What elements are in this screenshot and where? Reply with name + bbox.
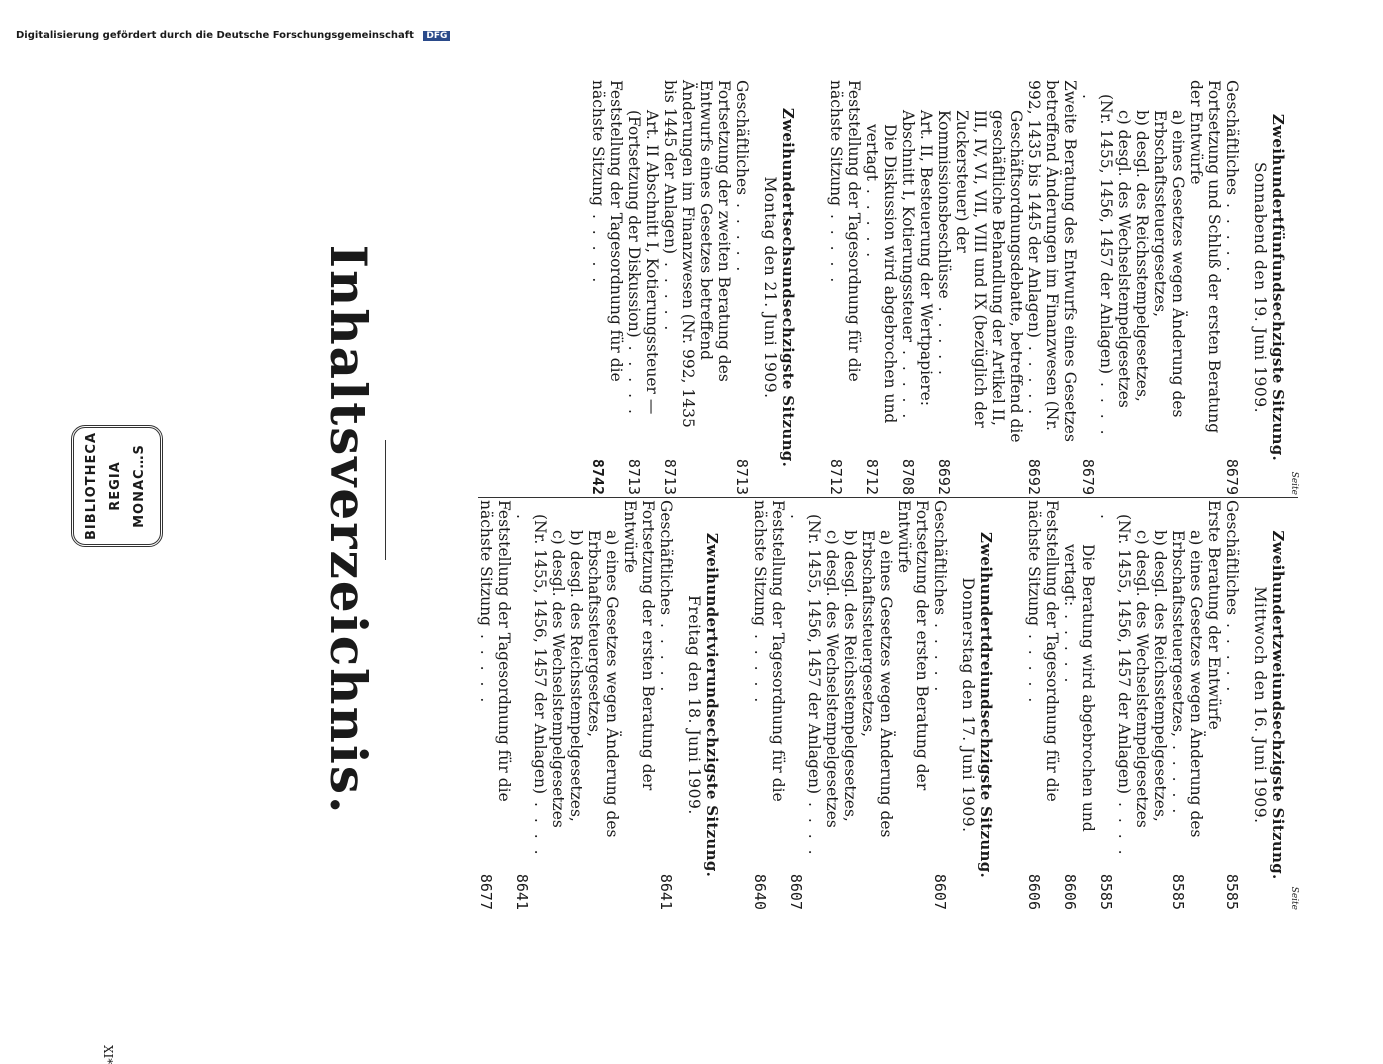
toc-entry xyxy=(1079,80,1115,495)
page-number: 8585 xyxy=(1097,873,1115,910)
toc-entry-text: (Nr. 1455, 1456, 1457 der Anlagen) xyxy=(1115,514,1133,795)
toc-entry-text: c) desgl. des Wechselstempelgesetzes xyxy=(1115,110,1133,408)
page-title: Inhaltsverzeichnis. xyxy=(319,244,378,816)
seite-header: Seite xyxy=(1289,886,1299,910)
leader-dots: . . . . . xyxy=(477,626,495,706)
leader-dots: . . . . . xyxy=(863,180,881,261)
toc-entry-text: Feststellung der Tagesordnung für die nächste Sitzung xyxy=(1025,500,1061,802)
toc-entry-text: Erste Beratung der Entwürfe xyxy=(1205,500,1223,730)
page-number: 8692 xyxy=(935,458,953,495)
toc-entry xyxy=(899,80,917,495)
toc-entry-text: Geschäftliches xyxy=(1223,500,1241,616)
leader-dots: . . . . . xyxy=(589,206,607,286)
toc-entry-text: c) desgl. des Wechselstempelgesetzes xyxy=(1133,530,1151,828)
toc-entry xyxy=(1151,80,1187,495)
toc-entry xyxy=(1151,500,1169,910)
toc-entry xyxy=(895,500,931,910)
toc-entry xyxy=(585,500,621,910)
library-stamp xyxy=(71,425,163,547)
session-section xyxy=(1025,500,1287,910)
page-number: 8606 xyxy=(1061,873,1079,910)
toc-entry xyxy=(1223,80,1241,495)
toc-entry xyxy=(1223,500,1241,910)
page-number: 8713 xyxy=(625,458,643,495)
session-title: Zweihundertfünfundsechzigste Sitzung. xyxy=(1269,113,1287,462)
toc-entry-text: (Nr. 1455, 1456, 1457 der Anlagen) xyxy=(805,514,823,795)
toc-entry xyxy=(1115,80,1133,495)
page-number: 8692 xyxy=(1025,458,1043,495)
session-date: Donnerstag den 17. Juni 1909. xyxy=(959,577,977,833)
session-title: Zweihundertsechsundsechzigste Sitzung. xyxy=(779,107,797,468)
toc-entry-text: Feststellung der Tagesordnung für die nächste Sitzung xyxy=(827,80,863,382)
page-number: 8585 xyxy=(1169,873,1187,910)
leader-dots: . . . . . xyxy=(1223,195,1241,275)
toc-entry xyxy=(931,500,949,910)
toc-entry-text: Geschäftliches xyxy=(931,500,949,616)
toc-entry-text: b) desgl. des Reichsstempelgesetzes, xyxy=(1151,530,1169,822)
leader-dots: . . . . . xyxy=(513,514,549,858)
toc-entry-text: Geschäftliches xyxy=(733,80,751,196)
toc-entry-text: (Nr. 1455, 1456, 1457 der Anlagen) xyxy=(1097,94,1115,375)
page-number: 8742 xyxy=(589,458,607,495)
leader-dots: . . . . . xyxy=(1025,626,1043,706)
toc-entry-text: a) eines Gesetzes wegen Änderung des Erbschaftssteuergesetzes, xyxy=(859,530,895,838)
toc-entry xyxy=(863,80,899,495)
toc-entry-text: Geschäftliches xyxy=(657,500,675,616)
toc-entry xyxy=(859,500,895,910)
stamp-line: REGIA xyxy=(108,461,123,511)
toc-entry xyxy=(661,80,733,495)
toc-entry xyxy=(733,80,751,495)
toc-column-right xyxy=(559,80,1303,495)
toc-entry-text: c) desgl. des Wechselstempelgesetzes xyxy=(823,530,841,828)
page-number: 8607 xyxy=(931,873,949,910)
toc-entry xyxy=(1133,80,1151,495)
toc-entry-text: Abschnitt I, Kotierungssteuer xyxy=(899,110,917,343)
title-rule xyxy=(385,440,386,560)
session-title: Zweihundertdreiundsechzigste Sitzung. xyxy=(977,531,995,879)
toc-entry xyxy=(513,500,549,910)
toc-entry xyxy=(787,500,823,910)
page-number: 8607 xyxy=(787,873,805,910)
page-number: 8712 xyxy=(863,458,881,495)
signature-mark: XI* xyxy=(101,1045,115,1064)
toc-entry xyxy=(841,500,859,910)
toc-entry-text: Art. II Abschnitt I, Kotierungssteuer — (Fortsetzung der Diskussion) xyxy=(625,110,661,415)
toc-entry xyxy=(823,500,841,910)
toc-entry xyxy=(621,500,657,910)
toc-entry-text: a) eines Gesetzes wegen Änderung des Erbschaftssteuergesetzes, xyxy=(585,530,621,838)
session-date: Sonnabend den 19. Juni 1909. xyxy=(1251,161,1269,414)
leader-dots: . . . . . xyxy=(787,514,823,858)
page-number: 8640 xyxy=(751,873,769,910)
toc-entry xyxy=(1097,500,1133,910)
leader-dots: . . . . . xyxy=(827,206,845,286)
page-number: 8679 xyxy=(1079,458,1097,495)
stamp-line: MONAC…S xyxy=(132,444,147,528)
toc-entry-text: Fortsetzung der ersten Beratung der Entwürfe xyxy=(895,500,931,791)
toc-entry xyxy=(751,500,787,910)
leader-dots: . . . . . xyxy=(625,337,643,417)
toc-entry xyxy=(589,80,625,495)
page-number: 8679 xyxy=(1223,458,1241,495)
toc-entry xyxy=(917,80,935,495)
stamp-line: BIBLIOTHECA xyxy=(84,431,99,541)
toc-entry-text: Geschäftliches xyxy=(1223,80,1241,196)
session-date: Montag den 21. Juni 1909. xyxy=(761,176,779,399)
toc-entry-text: Zweite Beratung des Entwurfs eines Gesetzes betreffend Änderungen im Finanzwesen (Nr. 992, 1435 bis 1445 der Anlagen) xyxy=(1025,80,1079,442)
leader-dots: . . . . . xyxy=(751,626,769,706)
dfg-logo: DFG xyxy=(423,31,450,41)
toc-entry-text: a) eines Gesetzes wegen Änderung des Erbschaftssteuergesetzes, xyxy=(1169,530,1205,838)
toc-entry-text: Feststellung der Tagesordnung für die nächste Sitzung xyxy=(477,500,513,802)
toc-entry xyxy=(1025,500,1061,910)
toc-column-left xyxy=(447,500,1303,910)
toc-entry-text: Die Diskussion wird abgebrochen und vertagt xyxy=(863,124,899,424)
session-date: Mittwoch den 16. Juni 1909. xyxy=(1251,586,1269,824)
leader-dots: . . . . . xyxy=(661,254,679,334)
toc-entry xyxy=(625,80,661,495)
toc-entry xyxy=(1187,80,1223,495)
leader-dots: . . . . . xyxy=(935,298,953,378)
column-divider xyxy=(478,497,1298,498)
toc-entry xyxy=(477,500,513,910)
toc-entry xyxy=(657,500,675,910)
toc-entry xyxy=(935,80,1025,495)
toc-entry-text: Feststellung der Tagesordnung für die nächste Sitzung xyxy=(589,80,625,382)
page-number: 8606 xyxy=(1025,873,1043,910)
page-number: 8713 xyxy=(661,458,679,495)
session-section xyxy=(477,500,721,910)
toc-entry-text: Geschäftsordnungsdebatte, betreffend die geschäftliche Behandlung der Artikel II, III, IV, VI, VII, VIII und IX (bezüglich der Zuckersteuer) der Kommissionsbeschlüsse xyxy=(935,110,1025,443)
toc-entry-text: a) eines Gesetzes wegen Änderung des Erbschaftssteuergesetzes, xyxy=(1151,110,1187,418)
toc-entry-text: c) desgl. des Wechselstempelgesetzes xyxy=(549,530,567,828)
toc-entry-text: Feststellung der Tagesordnung für die nächste Sitzung xyxy=(751,500,787,802)
session-section xyxy=(827,80,1287,495)
page-number: 8708 xyxy=(899,458,917,495)
leader-dots: . . . . . xyxy=(657,615,675,695)
page-number: 8712 xyxy=(827,458,845,495)
digitization-text: Digitalisierung gefördert durch die Deutsche Forschungsgemeinschaft xyxy=(16,30,414,41)
session-date: Freitag den 18. Juni 1909. xyxy=(685,595,703,815)
leader-dots: . . . . . xyxy=(733,195,751,275)
session-section xyxy=(589,80,797,495)
toc-entry-text: b) desgl. des Reichsstempelgesetzes, xyxy=(1133,110,1151,402)
page-number: 8641 xyxy=(513,873,531,910)
leader-dots: . . . . . xyxy=(1025,337,1043,418)
session-title: Zweihundertvierundsechzigste Sitzung. xyxy=(703,532,721,878)
leader-dots: . . . . . xyxy=(1061,606,1079,686)
leader-dots: . . . . . xyxy=(1169,737,1187,817)
toc-entry xyxy=(827,80,863,495)
toc-entry-text: b) desgl. des Reichsstempelgesetzes, xyxy=(841,530,859,822)
toc-entry-text: Fortsetzung und Schluß der ersten Beratung der Entwürfe xyxy=(1187,80,1223,434)
leader-dots: . . . . . xyxy=(1079,94,1115,438)
toc-entry xyxy=(1169,500,1205,910)
toc-entry-text: Die Beratung wird abgebrochen und vertagt: xyxy=(1061,544,1097,832)
leader-dots: . . . . . xyxy=(1097,514,1133,858)
seite-header: Seite xyxy=(1289,471,1299,495)
toc-entry xyxy=(1133,500,1151,910)
toc-entry xyxy=(549,500,567,910)
toc-entry-text: Fortsetzung der ersten Beratung der Entwürfe xyxy=(621,500,657,791)
page-number: 8585 xyxy=(1223,873,1241,910)
leader-dots: . . . . . xyxy=(931,615,949,695)
page-number: 8713 xyxy=(733,458,751,495)
page-number: 8677 xyxy=(477,873,495,910)
session-section xyxy=(751,500,995,910)
toc-entry xyxy=(1061,500,1097,910)
page-number: 8641 xyxy=(657,873,675,910)
leader-dots: . . . . . xyxy=(1223,615,1241,695)
toc-entry xyxy=(1205,500,1223,910)
toc-entry-text: Art. II, Besteuerung der Wertpapiere: xyxy=(917,110,935,407)
toc-entry xyxy=(567,500,585,910)
toc-entry-text: Fortsetzung der zweiten Beratung des Entwurfs eines Gesetzes betreffend Änderungen im Finanzwesen (Nr. 992, 1435 bis 1445 der Anlagen) xyxy=(661,80,733,428)
session-title: Zweihundertzweiundsechzigste Sitzung. xyxy=(1269,530,1287,880)
toc-entry-text: (Nr. 1455, 1456, 1457 der Anlagen) xyxy=(531,514,549,795)
toc-entry-text: b) desgl. des Reichsstempelgesetzes, xyxy=(567,530,585,822)
leader-dots: . . . . . xyxy=(899,342,917,422)
toc-entry xyxy=(1025,80,1079,495)
